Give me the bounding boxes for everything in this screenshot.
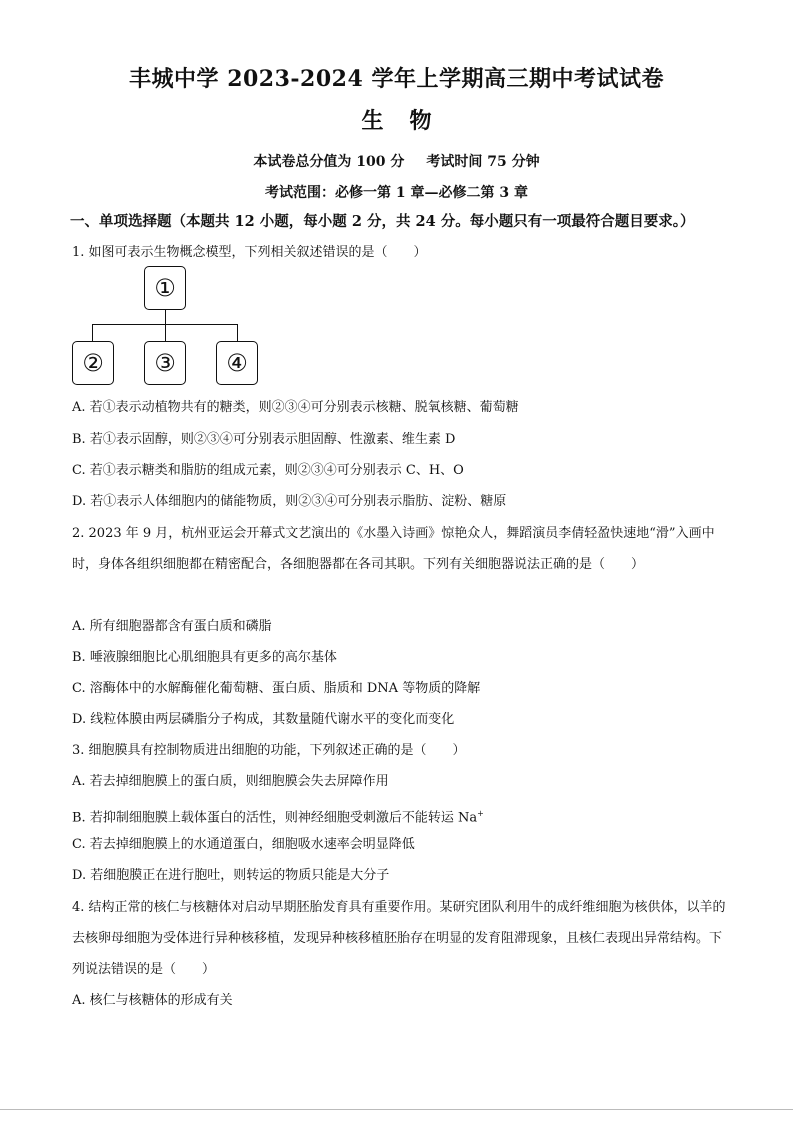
diagram-box-right: ④ xyxy=(216,341,258,385)
time-info: 考试时间 75 分钟 xyxy=(426,154,540,170)
diagram-connector xyxy=(165,324,166,341)
exam-info xyxy=(0,151,793,171)
q4-stem: 4. 结构正常的核仁与核糖体对启动早期胚胎发育具有重要作用。某研究团队利用牛的成纤维细胞为核供体，以羊的去核卵母细胞为受体进行异种核移植，发现异种核移植胚胎存在明显的发育阻滞现象，且核仁表现出异常结构。下列说法错误的是（ ） xyxy=(72,900,726,977)
q3-stem: 3. 细胞膜具有控制物质进出细胞的功能，下列叙述正确的是（ ） xyxy=(72,743,466,758)
diagram-box-top: ① xyxy=(144,266,186,310)
diagram-box-left: ② xyxy=(72,341,114,385)
subject-title: 生物 xyxy=(361,108,458,134)
diagram-connector xyxy=(165,310,166,324)
footer-divider xyxy=(0,1109,793,1110)
sodium-charge: + xyxy=(477,809,484,818)
q4-option-a: A. 核仁与核糖体的形成有关 xyxy=(72,993,233,1008)
q3-option-d: D. 若细胞膜正在进行胞吐，则转运的物质只能是大分子 xyxy=(72,868,390,883)
q2-option-a: A. 所有细胞器都含有蛋白质和磷脂 xyxy=(72,619,272,634)
q3-option-b-text: B. 若抑制细胞膜上载体蛋白的活性，则神经细胞受刺激后不能转运 Na xyxy=(72,810,478,826)
q1-option-c: C. 若①表示糖类和脂肪的组成元素，则②③④可分别表示 C、H、O xyxy=(72,463,464,478)
q3-option-c: C. 若去掉细胞膜上的水通道蛋白，细胞吸水速率会明显降低 xyxy=(72,837,415,852)
q3-option-a: A. 若去掉细胞膜上的蛋白质，则细胞膜会失去屏障作用 xyxy=(72,774,389,789)
q1-option-d: D. 若①表示人体细胞内的储能物质，则②③④可分别表示脂肪、淀粉、糖原 xyxy=(72,494,507,509)
exam-title: 丰城中学 2023-2024 学年上学期高三期中考试试卷 xyxy=(129,66,664,92)
diagram-connector xyxy=(92,324,93,341)
q2-option-c: C. 溶酶体中的水解酶催化葡萄糖、蛋白质、脂质和 DNA 等物质的降解 xyxy=(72,681,481,696)
section-heading: 一、单项选择题（本题共 12 小题，每小题 2 分，共 24 分。每小题只有一项最符合题目要求。） xyxy=(70,213,695,230)
diagram-connector xyxy=(237,324,238,341)
exam-scope: 考试范围：必修一第 1 章—必修二第 3 章 xyxy=(265,185,528,201)
q1-option-a: A. 若①表示动植物共有的糖类，则②③④可分别表示核糖、脱氧核糖、葡萄糖 xyxy=(72,400,519,415)
q2-option-d: D. 线粒体膜由两层磷脂分子构成，其数量随代谢水平的变化而变化 xyxy=(72,712,455,727)
q1-option-b: B. 若①表示固醇，则②③④可分别表示胆固醇、性激素、维生素 D xyxy=(72,432,456,447)
q2-option-b: B. 唾液腺细胞比心肌细胞具有更多的高尔基体 xyxy=(72,650,337,665)
q1-stem: 1. 如图可表示生物概念模型，下列相关叙述错误的是（ ） xyxy=(72,245,427,260)
q2-stem: 2. 2023 年 9 月，杭州亚运会开幕式文艺演出的《水墨入诗画》惊艳众人，舞蹈演员李倩轻盈快速地“滑”入画中时，身体各组织细胞都在精密配合，各细胞器都在各司其职。下列有关细胞器说法正确的是（ ） xyxy=(72,526,715,572)
q3-option-b xyxy=(72,805,484,827)
concept-model-diagram xyxy=(70,266,270,388)
score-info: 本试卷总分值为 100 分 xyxy=(253,154,405,170)
diagram-box-middle: ③ xyxy=(144,341,186,385)
